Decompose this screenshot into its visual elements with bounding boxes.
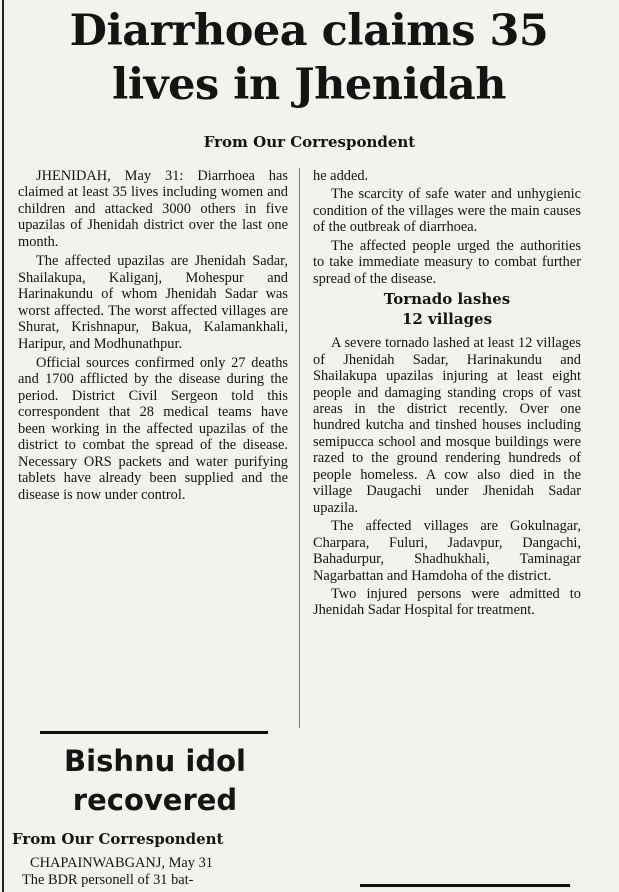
main-continuation: he added.: [313, 168, 369, 184]
main-story-left-column: [18, 168, 288, 503]
column-divider: [299, 168, 300, 728]
main-paragraph-5: The affected people urged the authorities to take immediate measury to combat further spread of the disease.: [313, 237, 581, 287]
idol-byline: From Our Correspondent: [12, 830, 224, 848]
idol-dateline: CHAPAINWABGANJ, May 31: [30, 855, 213, 871]
main-paragraph-2: The affected upazilas are Jhenidah Sadar, Shailakupa, Kaliganj, Mohespur and Harinakundu of whom Jhenidah Sadar was worst affected. The worst affected villages are Shurat, Krishnapur, Bakua, Kalamankhali, Haripur, and Modhunathpur.: [18, 253, 288, 352]
tornado-subhead-line2: 12 villages: [401, 310, 493, 329]
right-column: [313, 168, 581, 619]
main-headline-line2: lives in Jhenidah: [111, 60, 507, 110]
tornado-paragraph-3: Two injured persons were admitted to Jhenidah Sadar Hospital for treatment.: [313, 585, 581, 619]
tornado-subhead-line1: Tornado lashes: [383, 290, 511, 309]
main-headline: [14, 4, 604, 112]
main-paragraph-1: JHENIDAH, May 31: Diarrhoea has claimed at least 35 lives including women and children and attacked 3000 others in five upazilas of Jhenidah district over the last one month.: [18, 168, 288, 250]
main-headline-line1: Diarrhoea claims 35: [69, 6, 549, 56]
idol-headline-line2: recovered: [72, 783, 238, 817]
idol-headline: [14, 742, 296, 820]
idol-headline-line1: Bishnu idol: [64, 744, 246, 778]
section-divider-rule: [40, 731, 268, 734]
idol-story-start: [22, 855, 300, 888]
idol-partial-line: The BDR personell of 31 bat-: [22, 871, 194, 888]
bottom-divider-rule: [360, 884, 570, 887]
tornado-paragraph-2: The affected villages are Gokulnagar, Charpara, Fuluri, Jadavpur, Dangachi, Bahadurpur, Shadhukhali, Taminagar Nagarbattan and Hamdoha of the district.: [313, 518, 581, 584]
tornado-paragraph-1: A severe tornado lashed at least 12 villages of Jhenidah Sadar, Harinakundu and Shailakupa upazilas injuring at least eight people and damaging standing crops of vast areas in the district recently. Over one hundred kutcha and tinshed houses including semipucca school and mosque buildings were razed to the ground rendering hundreds of people homeless. A cow also died in the village Daugachi under Jhenidah Sadar upazila.: [313, 335, 581, 516]
main-byline: From Our Correspondent: [203, 133, 416, 151]
main-paragraph-3: Official sources confirmed only 27 deaths and 1700 afflicted by the disease during the period. District Civil Sergeon told this correspondent that 28 medical teams have been working in the affected upazilas of the district to combat the spread of the disease. Necessary ORS packets and water purifying tablets have already been supplied and the disease is now under control.: [18, 354, 288, 503]
main-paragraph-4: The scarcity of safe water and unhygienic condition of the villages were the main causes of the outbreak of diarrhoea.: [313, 186, 581, 236]
